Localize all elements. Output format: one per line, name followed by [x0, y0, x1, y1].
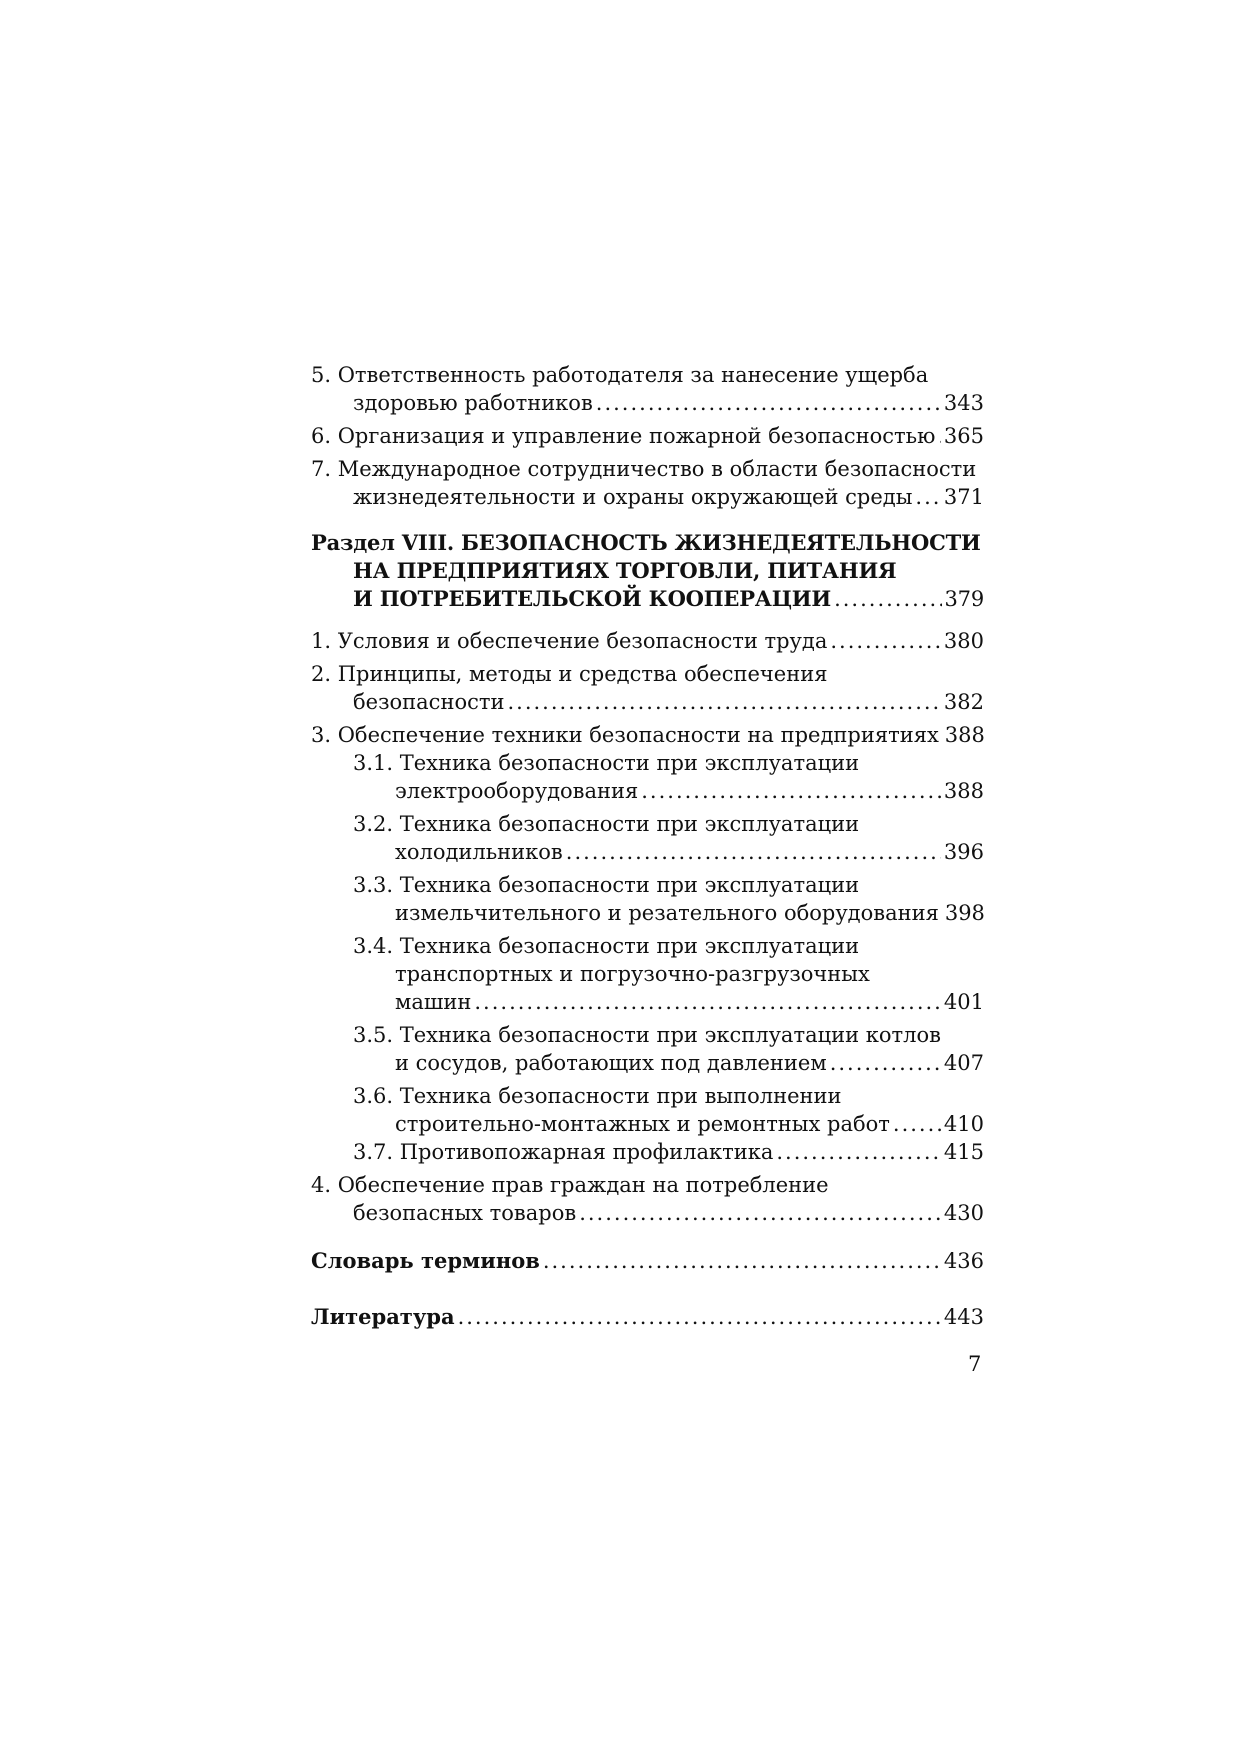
- toc-page-number: 410: [943, 1112, 984, 1136]
- toc-entry-5[interactable]: [311, 361, 984, 417]
- leader-dots: [507, 688, 940, 716]
- toc-entry-title-cont: измельчительного и резательного оборудования: [395, 901, 939, 925]
- toc-entry-title: 3.6. Техника безопасности при выполнении: [353, 1084, 842, 1108]
- leader-dots: [893, 1110, 941, 1138]
- toc-entry-3-5[interactable]: [311, 1021, 984, 1077]
- toc-entry-glossary[interactable]: [311, 1247, 984, 1275]
- leader-dots: [566, 838, 941, 866]
- toc-entry-7[interactable]: [311, 455, 984, 511]
- leader-dots: [458, 1303, 941, 1331]
- toc-entry-title: 7. Международное сотрудничество в области безопасности: [311, 457, 977, 481]
- toc-entry-title: 3.5. Техника безопасности при эксплуатации котлов: [353, 1023, 941, 1047]
- leader-dots: [474, 988, 941, 1016]
- toc-entry-title-cont: транспортных и погрузочно-разгрузочных: [395, 962, 870, 986]
- leader-dots: [641, 777, 941, 805]
- toc-section-heading[interactable]: [311, 529, 984, 613]
- leader-dots: [543, 1247, 941, 1275]
- toc-entry-title: Литература: [311, 1304, 455, 1329]
- toc-entry-title: 3. Обеспечение техники безопасности на предприятиях: [311, 723, 939, 747]
- toc-entry-title: 3.1. Техника безопасности при эксплуатации: [353, 751, 860, 775]
- toc-entry-title-cont: здоровью работников: [353, 391, 593, 415]
- toc-page-number: 398: [944, 901, 985, 925]
- toc-page-number: 430: [943, 1201, 984, 1225]
- leader-dots: [834, 585, 941, 613]
- leader-dots: [830, 627, 941, 655]
- toc-page-number: 415: [943, 1140, 984, 1164]
- toc-entry-title-cont: машин: [395, 990, 472, 1014]
- toc-page-number: 365: [943, 424, 984, 448]
- toc-page-number: 343: [943, 391, 984, 415]
- toc-entry-title-cont: и сосудов, работающих под давлением: [395, 1051, 827, 1075]
- toc-page-number: 443: [943, 1305, 984, 1329]
- toc-page-number: 380: [943, 629, 984, 653]
- toc-entry-title-cont: безопасных товаров: [353, 1201, 577, 1225]
- toc-entry-3-4[interactable]: [311, 932, 984, 1016]
- leader-dots: [915, 483, 941, 511]
- leader-dots: [579, 1199, 941, 1227]
- toc-page-number: 379: [944, 587, 984, 611]
- section-title-cont: И ПОТРЕБИТЕЛЬСКОЙ КООПЕРАЦИИ: [353, 586, 832, 611]
- leader-dots: [830, 1049, 941, 1077]
- toc-entry-1[interactable]: [311, 627, 984, 655]
- toc-entry-3-3[interactable]: [311, 871, 984, 927]
- toc-entry-title: 2. Принципы, методы и средства обеспечения: [311, 662, 828, 686]
- toc-entry-title: 1. Условия и обеспечение безопасности труда: [311, 629, 828, 653]
- toc-entry-3-7[interactable]: [311, 1138, 984, 1166]
- leader-dots: [596, 389, 941, 417]
- toc-entry-title: 4. Обеспечение прав граждан на потребление: [311, 1173, 829, 1197]
- leader-dots: [938, 422, 941, 450]
- toc-entry-title: 3.2. Техника безопасности при эксплуатации: [353, 812, 860, 836]
- toc-page-number: 388: [943, 779, 984, 803]
- toc-entry-title: 3.3. Техника безопасности при эксплуатации: [353, 873, 860, 897]
- section-title-cont: НА ПРЕДПРИЯТИЯХ ТОРГОВЛИ, ПИТАНИЯ: [353, 558, 897, 583]
- toc-entry-title-cont: электрооборудования: [395, 779, 639, 803]
- toc-entry-3-1[interactable]: [311, 749, 984, 805]
- toc-entry-title: Словарь терминов: [311, 1248, 540, 1273]
- table-of-contents: [311, 361, 984, 1331]
- toc-entry-6[interactable]: [311, 422, 984, 450]
- toc-page-number: 382: [943, 690, 984, 714]
- toc-page-number: 388: [944, 723, 985, 747]
- toc-entry-3[interactable]: [311, 721, 984, 749]
- toc-entry-title: 6. Организация и управление пожарной безопасностью: [311, 424, 936, 448]
- toc-entry-title-cont: холодильников: [395, 840, 563, 864]
- toc-page-number: 436: [943, 1249, 984, 1273]
- leader-dots: [776, 1138, 941, 1166]
- toc-page-number: 401: [943, 990, 984, 1014]
- toc-entry-title-cont: жизнедеятельности и охраны окружающей среды: [353, 485, 913, 509]
- toc-entry-title: 3.4. Техника безопасности при эксплуатации: [353, 934, 860, 958]
- toc-entry-title: 5. Ответственность работодателя за нанесение ущерба: [311, 363, 929, 387]
- toc-page-number: 407: [943, 1051, 984, 1075]
- toc-entry-4[interactable]: [311, 1171, 984, 1227]
- toc-page-number: 396: [943, 840, 984, 864]
- toc-entry-title-cont: строительно-монтажных и ремонтных работ: [395, 1112, 890, 1136]
- toc-entry-title: 3.7. Противопожарная профилактика: [353, 1140, 774, 1164]
- page-number: 7: [968, 1352, 982, 1376]
- toc-entry-3-2[interactable]: [311, 810, 984, 866]
- toc-entry-literature[interactable]: [311, 1303, 984, 1331]
- toc-entry-2[interactable]: [311, 660, 984, 716]
- section-title: Раздел VIII. БЕЗОПАСНОСТЬ ЖИЗНЕДЕЯТЕЛЬНОСТИ: [311, 530, 981, 555]
- toc-page-number: 371: [943, 485, 984, 509]
- toc-entry-3-6[interactable]: [311, 1082, 984, 1138]
- toc-entry-title-cont: безопасности: [353, 690, 505, 714]
